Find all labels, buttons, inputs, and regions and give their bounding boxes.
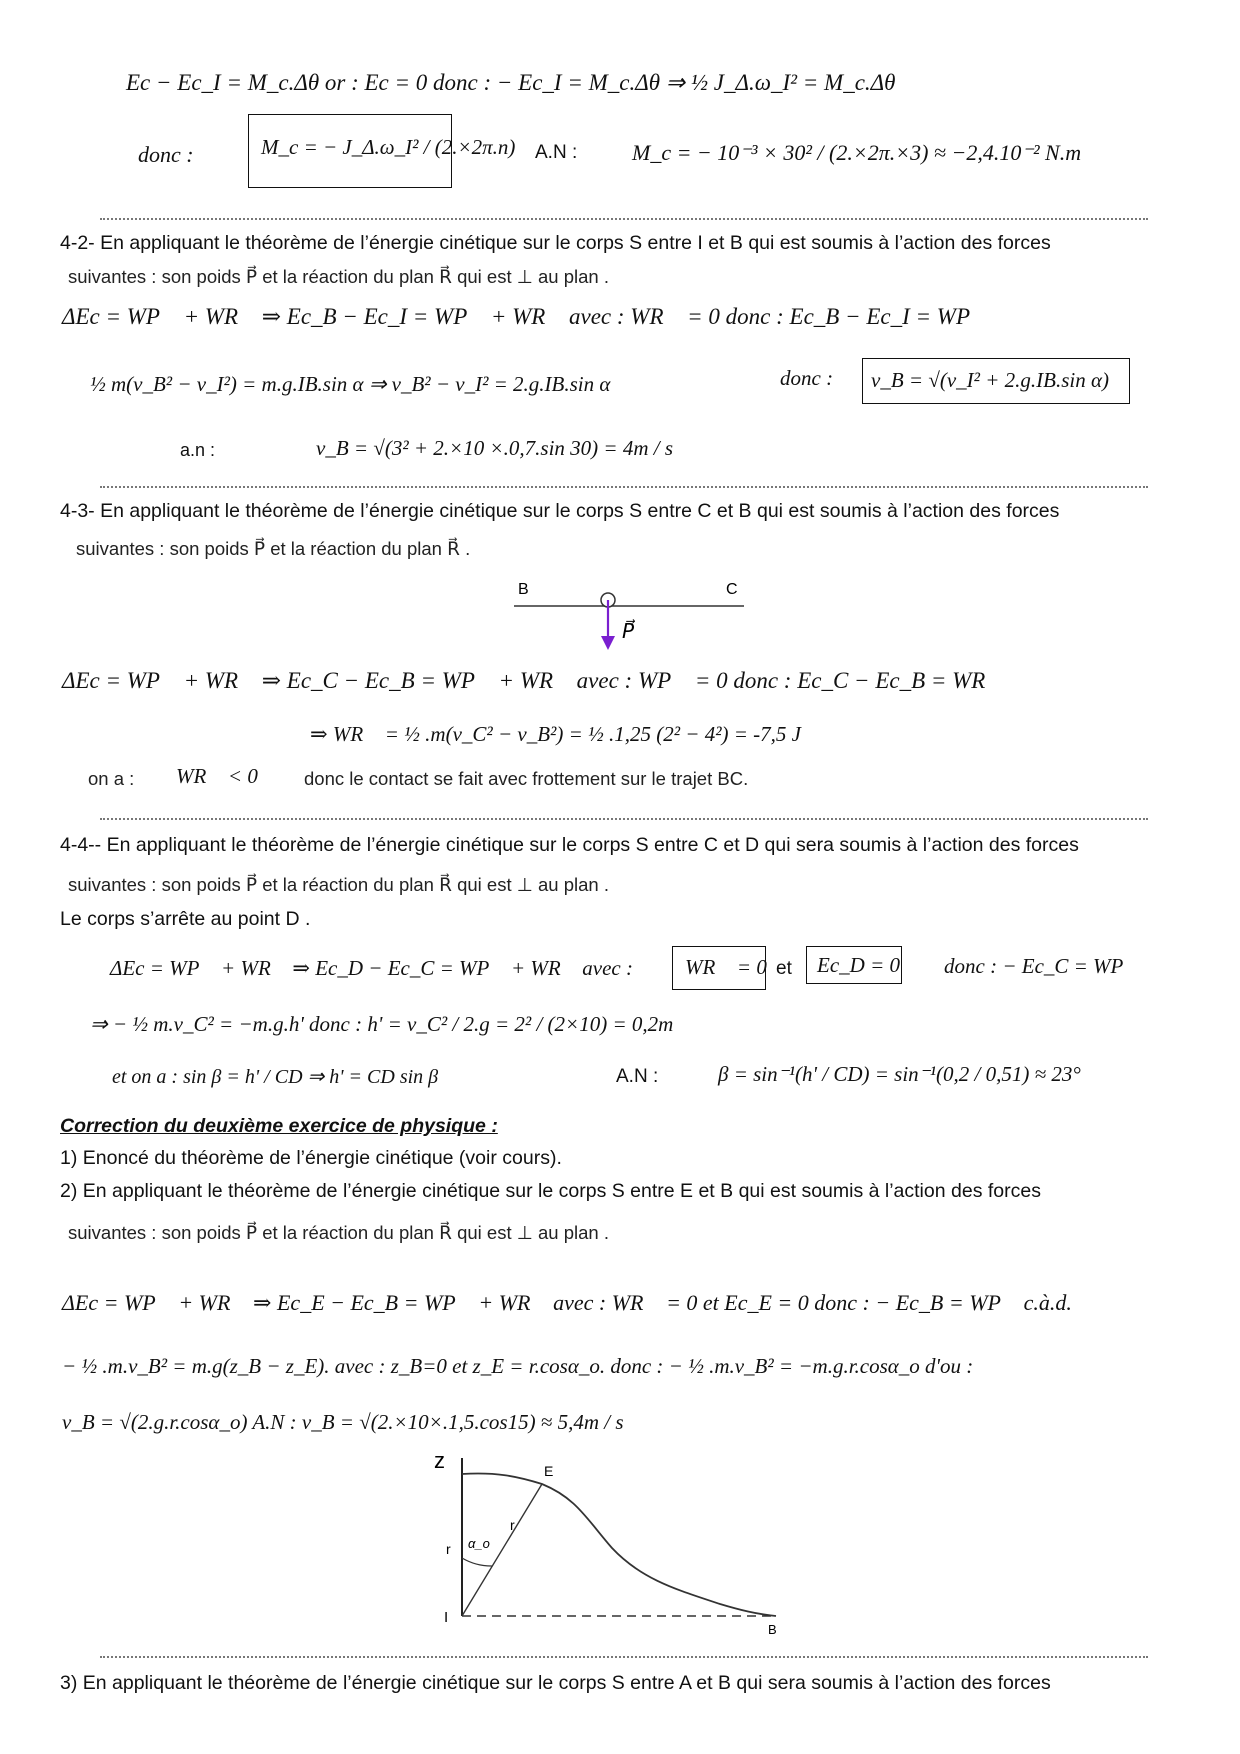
numeric-application: v_B = √(3² + 2.×10 ×.0,7.sin 30) = 4m / s: [316, 436, 673, 460]
stop-statement: Le corps s’arrête au point D .: [60, 908, 311, 930]
result-box: [248, 114, 516, 188]
donc-label: donc :: [780, 366, 834, 390]
arrow-head: [601, 636, 615, 650]
label-c: C: [726, 581, 738, 598]
equation-line: donc : − Ec_C = WP⃗: [944, 954, 1140, 978]
question-2: 2) En appliquant le théorème de l’énergie cinétique sur le corps S entre E et B qui est soumis à l’action des forces: [60, 1180, 1041, 1202]
conclusion: donc le contact se fait avec frottement sur le trajet BC.: [304, 768, 749, 789]
equation-line: et on a : sin β = h' / CD ⇒ h' = CD sin β: [112, 1066, 439, 1088]
axis-label: z: [434, 1448, 445, 1473]
paragraph-heading: 4-3- En appliquant le théorème de l’énergie cinétique sur le corps S entre C et B qui est soumis à l’action des forces: [60, 500, 1060, 522]
boxed-condition: [672, 946, 766, 990]
work-zero: WR⃗ = 0: [685, 955, 767, 979]
equation-line: ΔEc = WP⃗ + WR⃗ ⇒ Ec_D − Ec_C = WP⃗ + WR⃗ avec :: [110, 956, 633, 980]
trajectory-diagram: [416, 1448, 796, 1644]
label-r-vertical: r: [446, 1541, 451, 1557]
equation-line: ΔEc = WP⃗ + WR⃗ ⇒ Ec_C − Ec_B = WP⃗ + WR⃗ avec : WP⃗ = 0 donc : Ec_C − Ec_B = WR⃗: [62, 668, 1004, 693]
angle-arc: [462, 1558, 492, 1566]
an-label: A.N :: [535, 142, 578, 163]
paragraph-heading: 4-2- En appliquant le théorème de l’énergie cinétique sur le corps S entre I et B qui est soumis à l’action des forces: [60, 232, 1051, 254]
forces-line: suivantes : son poids P⃗ et la réaction du plan R⃗ qui est ⊥ au plan .: [68, 874, 609, 895]
equation-line: ⇒ WR⃗ = ½ .m(v_C² − v_B²) = ½ .1,25 (2² − 4²) = -7,5 J: [310, 722, 801, 746]
boxed-condition: [806, 946, 902, 984]
result-box: [862, 358, 1130, 404]
donc-label: donc :: [138, 142, 194, 167]
separator: [100, 1656, 1148, 1658]
moment-formula: M_c = − J_Δ.ω_I² / (2.×2π.n): [261, 135, 516, 159]
label-e: E: [544, 1463, 554, 1479]
label-b: B: [518, 581, 529, 598]
label-b: B: [768, 1622, 777, 1637]
an-label: a.n :: [180, 440, 216, 460]
force-diagram: [500, 578, 760, 658]
label-alpha: α_o: [468, 1536, 490, 1551]
forces-line: suivantes : son poids P⃗ et la réaction du plan R⃗ qui est ⊥ au plan .: [68, 266, 609, 287]
equation-line: − ½ .m.v_B² = m.g(z_B − z_E). avec : z_B=0 et z_E = r.cosα_o. donc : − ½ .m.v_B² = −m.g.r.cosα_o d'ou :: [62, 1354, 974, 1378]
equation-line: ΔEc = WP⃗ + WR⃗ ⇒ Ec_B − Ec_I = WP⃗ + WR⃗ avec : WR⃗ = 0 donc : Ec_B − Ec_I = WP⃗: [62, 304, 988, 329]
inequality: WR⃗ < 0: [176, 764, 258, 788]
question-1: 1) Enoncé du théorème de l’énergie cinétique (voir cours).: [60, 1147, 562, 1169]
on-a-label: on a :: [88, 768, 135, 789]
et-label: et: [776, 958, 792, 979]
equation-line: v_B = √(2.g.r.cosα_o) A.N : v_B = √(2.×10×.1,5.cos15) ≈ 5,4m / s: [62, 1410, 624, 1434]
separator: [100, 818, 1148, 820]
an-label: A.N :: [616, 1066, 659, 1087]
trajectory-curve: [462, 1473, 776, 1616]
angle-result: β = sin⁻¹(h' / CD) = sin⁻¹(0,2 / 0,51) ≈ 23°: [718, 1062, 1081, 1086]
label-r-radius: r: [510, 1517, 515, 1533]
exercise-heading: Correction du deuxième exercice de physique :: [60, 1115, 498, 1137]
forces-line: suivantes : son poids P⃗ et la réaction du plan R⃗ .: [76, 538, 471, 559]
equation-line: ⇒ − ½ m.v_C² = −m.g.h' donc : h' = v_C² / 2.g = 2² / (2×10) = 0,2m: [90, 1012, 674, 1036]
separator: [100, 218, 1148, 220]
ec-zero: Ec_D = 0: [817, 953, 900, 977]
equation-line: ΔEc = WP⃗ + WR⃗ ⇒ Ec_E − Ec_B = WP⃗ + WR⃗ avec : WR⃗ = 0 et Ec_E = 0 donc : − Ec_B = WP⃗ c.à.d.: [62, 1290, 1072, 1315]
label-p: P⃗: [622, 621, 635, 643]
equation-line: ½ m(v_B² − v_I²) = m.g.IB.sin α ⇒ v_B² − v_I² = 2.g.IB.sin α: [90, 372, 611, 396]
separator: [100, 486, 1148, 488]
label-i: I: [444, 1609, 449, 1626]
paragraph-heading: 4-4-- En appliquant le théorème de l’énergie cinétique sur le corps S entre C et D qui sera soumis à l’action des forces: [60, 834, 1079, 856]
velocity-formula: v_B = √(v_I² + 2.g.IB.sin α): [871, 368, 1109, 392]
equation-line: Ec − Ec_I = M_c.Δθ or : Ec = 0 donc : − Ec_I = M_c.Δθ ⇒ ½ J_Δ.ω_I² = M_c.Δθ: [126, 70, 896, 95]
forces-line: suivantes : son poids P⃗ et la réaction du plan R⃗ qui est ⊥ au plan .: [68, 1222, 609, 1243]
question-3: 3) En appliquant le théorème de l’énergie cinétique sur le corps S entre A et B qui sera soumis à l’action des forces: [60, 1672, 1051, 1694]
numeric-application: M_c = − 10⁻³ × 30² / (2.×2π.×3) ≈ −2,4.10⁻² N.m: [632, 140, 1082, 165]
